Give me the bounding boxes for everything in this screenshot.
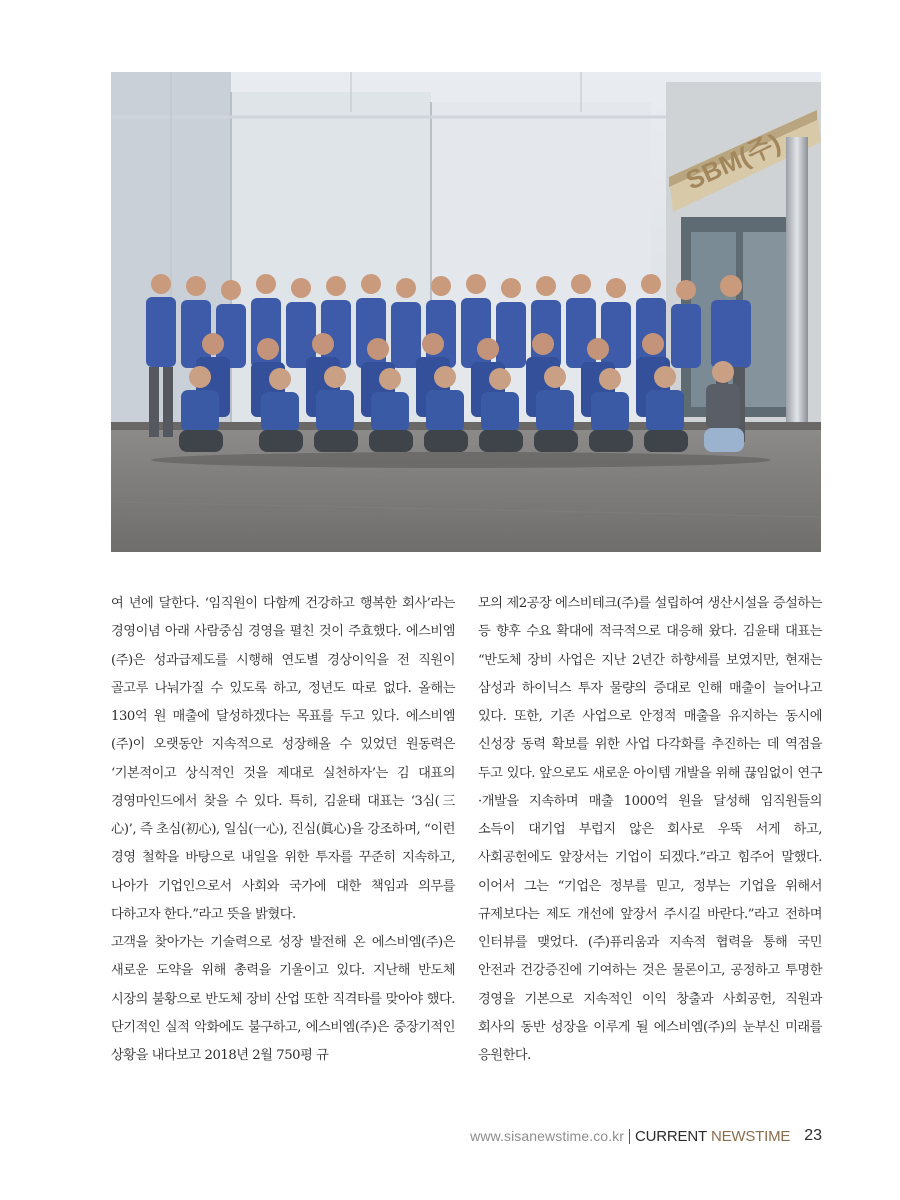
- article-paragraph: 고객을 찾아가는 기술력으로 성장 발전해 온 에스비엠(주)은 새로운 도약을 위해 총력을 기울이고 있다. 지난해 반도체 시장의 불황으로 반도체 장비 산업 또한 직격타를 맞아야 했다. 단기적인 실적 악화에도 불구하고, 에스비엠(주)은 중장기적인 상황을 내다보고 2018년 2월 750평 규: [111, 935, 455, 1063]
- article-column-right: [478, 590, 822, 1070]
- group-photo: [111, 72, 821, 552]
- article-paragraph: 모의 제2공장 에스비테크(주)를 설립하여 생산시설을 증설하는 등 향후 수요 확대에 적극적으로 대응해 왔다. 김윤태 대표는 “반도체 장비 사업은 지난 2년간 하향세를 보였지만, 현재는 삼성과 하이닉스 투자 물량의 증대로 인해 매출이 늘어나고 있다. 또한, 기존 사업으로 안정적 매출을 유지하는 동시에 신성장 동력 확보를 위한 사업 다각화를 추진하는 데 역점을 두고 있다. 앞으로도 새로운 아이템 개발을 위해 끊임없이 연구·개발을 지속하며 매출 1000억 원을 달성해 임직원들의 소득이 대기업 부럽지 않은 회사로 우뚝 서게 하고, 사회공헌에도 앞장서는 기업이 되겠다.”라고 힘주어 말했다. 이어서 그는 “기업은 정부를 믿고, 정부는 기업을 위해서 규제보다는 제도 개선에 앞장서 주시길 바란다.”라고 전하며 인터뷰를 맺었다. (주)퓨리움과 지속적 협력을 통해 국민 안전과 건강증진에 기여하는 것은 물론이고, 공정하고 투명한 경영을 기본으로 지속적인 이익 창출과 사회공헌, 직원과 회사의 동반 성장을 이루게 될 에스비엠(주)의 눈부신 미래를 응원한다.: [478, 596, 822, 1063]
- article-column-left: [111, 590, 455, 1070]
- article-paragraph: 여 년에 달한다. ‘임직원이 다함께 건강하고 행복한 회사’라는 경영이념 아래 사람중심 경영을 펼친 것이 주효했다. 에스비엠(주)은 성과급제도를 시행해 연도별 경상이익을 전 직원이 골고루 나눠가질 수 있도록 하고, 정년도 따로 없다. 올해는 130억 원 매출에 달성하겠다는 목표를 두고 있다. 에스비엠(주)이 오랫동안 지속적으로 성장해올 수 있었던 원동력은 ‘기본적이고 상식적인 것을 제대로 실천하자’는 김 대표의 경영마인드에서 찾을 수 있다. 특히, 김윤태 대표는 ‘3심(三 心)’, 즉 초심(初心), 일심(一心), 진심(眞心)을 강조하며, “이런 경영 철학을 바탕으로 내일을 위한 투자를 꾸준히 지속하고, 나아가 기업인으로서 사회와 국가에 대한 책임과 의무를 다하고자 한다.”라고 뜻을 밝혔다.: [111, 596, 455, 922]
- footer-divider: [629, 1129, 630, 1144]
- company-sign: SBM(주): [681, 127, 785, 196]
- group-photo-illustration: [111, 72, 821, 552]
- page-number: 23: [804, 1127, 822, 1144]
- page-footer: [470, 1124, 822, 1148]
- footer-brand-newstime: NEWSTIME: [710, 1127, 791, 1145]
- footer-brand-current: CURRENT: [635, 1127, 707, 1145]
- footer-url[interactable]: www.sisanewstime.co.kr: [470, 1128, 625, 1144]
